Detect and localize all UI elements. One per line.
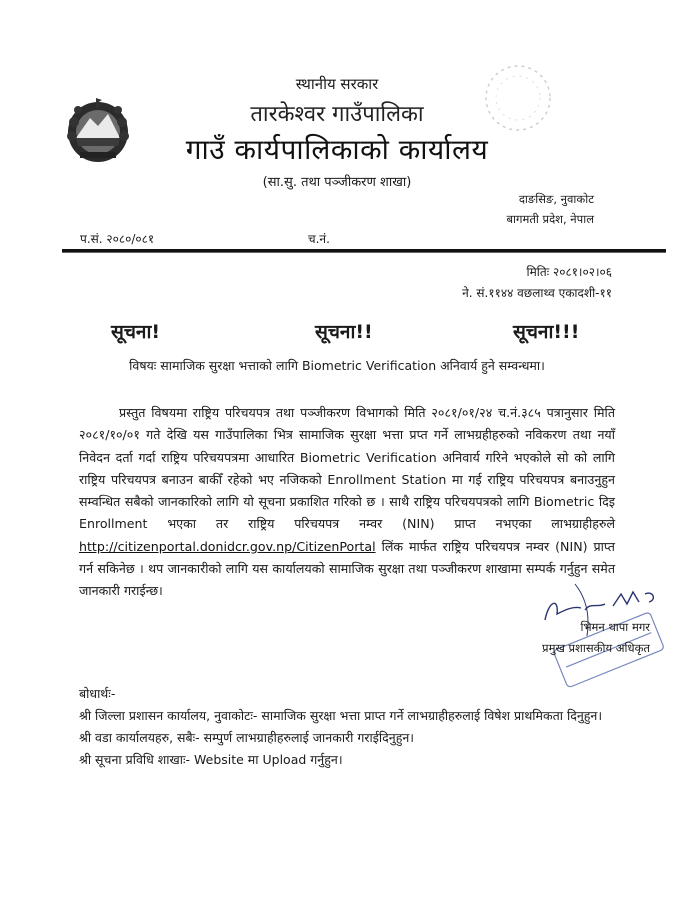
letterhead-local-government: स्थानीय सरकार (295, 75, 379, 93)
copy-to-list (79, 683, 602, 771)
body-paragraph (79, 402, 615, 603)
signatory-block (500, 617, 650, 659)
letter-date (462, 262, 612, 304)
letter-reference-number: प.सं. २०८०/०८१ (80, 232, 155, 246)
address-line-2: बागमती प्रदेश, नेपाल (506, 212, 594, 226)
cc-heading: बोधार्थः- (79, 686, 116, 701)
signatory-title: प्रमुख प्रशासकीय अधिकृत (542, 641, 650, 655)
signatory-name: भिमन थापा मगर (580, 620, 650, 634)
cc-item: श्री सूचना प्रविधि शाखाः- Website मा Upload गर्नुहुन। (79, 752, 343, 767)
date-nepal-sambat: ने. सं.११४४ वछलाथ्व एकादशी-११ (462, 286, 612, 300)
notice-body (79, 402, 615, 603)
body-text-part-2: लिंक मार्फत राष्ट्रिय परिचयपत्र नम्वर (NIN) प्राप्त गर्न सकिनेछ । थप जानकारीको लागि यस कार्यालयको सामाजिक सुरक्षा तथा पञ्जीकरण शाखामा सम्पर्क गर्नुहुन समेत जानकारी गराईन्छ। (79, 538, 615, 599)
body-text-part-1: प्रस्तुत विषयमा राष्ट्रिय परिचयपत्र तथा पञ्जीकरण विभागको मिति २०८१/०१/२४ च.नं.३८५ पत्रानुसार मिति २०८१/१०/०१ गते देखि यस गाउँपालिका भित्र सामाजिक सुरक्षा भत्ता प्रप्त गर्ने लाभग्रहीहरुको नविकरण तथा नयाँ निवेदन दर्ता गर्दा राष्ट्रिय परिचयपत्रमा आधारित Biometric Verification अनिवार्य गरिने भएकोले सो को लागि राष्ट्रिय परिचयपत्र बनाउन बाकीँ रहेको भए नजिकको Enrollment Station मा गई राष्ट्रिय परिचयपत्र बनाउनुहुन सम्वन्धित सबैको जानकारिको लागि यो सूचना प्रकाशित गरिको छ । साथै राष्ट्रिय परिचयपत्रको लागि Biometric दिइ Enrollment भएका तर राष्ट्रिय परिचयपत्र नम्वर (NIN) प्राप्त नभएका लाभग्राहीहरुले (79, 405, 615, 532)
address-line-1: दाङसिङ, नुवाकोट (518, 192, 594, 206)
date-bs: मितिः २०८१।०२।०६ (526, 265, 612, 279)
letterhead-municipality-name: तारकेश्वर गाउँपालिका (250, 102, 424, 127)
subject-line: विषयः सामाजिक सुरक्षा भत्ताको लागि Biometric Verification अनिवार्य हुने सम्वन्धमा। (129, 358, 545, 373)
cc-item: श्री जिल्ला प्रशासन कार्यालय, नुवाकोटः- सामाजिक सुरक्षा भत्ता प्राप्त गर्ने लाभग्राहीहरुलाई विषेश प्राथमिकता दिनुहुन। (79, 708, 603, 723)
header-divider (62, 249, 666, 253)
notice-heading-1: सूचना! (111, 321, 161, 343)
dispatch-number: च.नं. (308, 232, 330, 246)
notice-heading-2: सूचना!! (315, 321, 373, 343)
citizen-portal-link[interactable]: http://citizenportal.donidcr.gov.np/CitizenPortal (79, 538, 376, 554)
notice-heading-3: सूचना!!! (513, 321, 580, 343)
letterhead-office-name: गाउँ कार्यपालिकाको कार्यालय (185, 133, 489, 166)
cc-item: श्री वडा कार्यालयहरु, सबैः- सम्पुर्ण लाभग्राहीहरुलाई जानकारी गराईदिनुहुन। (79, 730, 415, 745)
office-address (506, 189, 594, 229)
letterhead-branch: (सा.सु. तथा पञ्जीकरण शाखा) (262, 175, 412, 190)
